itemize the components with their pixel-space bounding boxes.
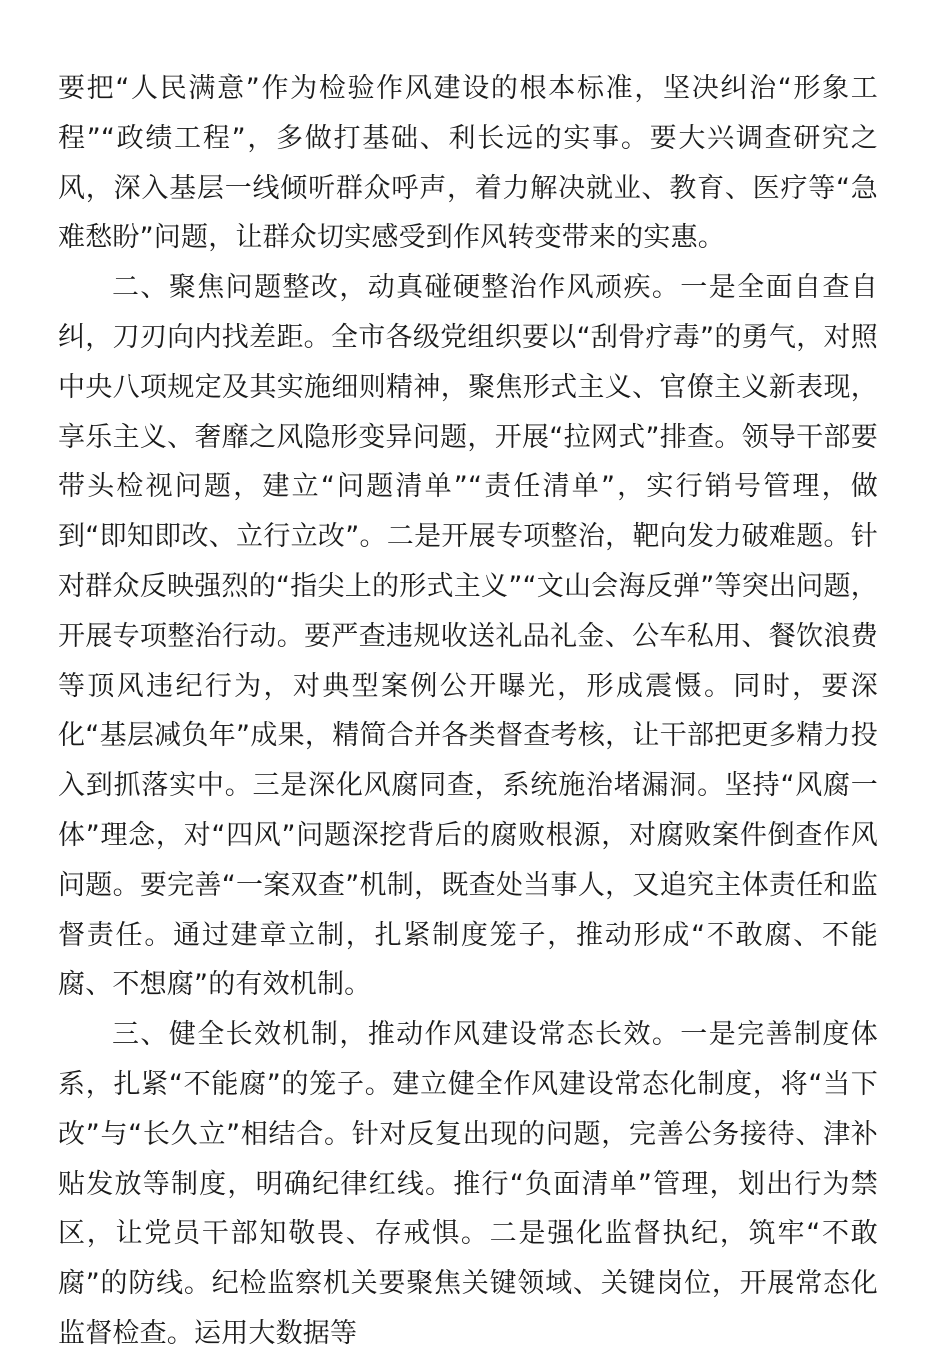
paragraph-3: 三、健全长效机制，推动作风建设常态长效。一是完善制度体系，扎紧“不能腐”的笼子。建立健全作风建设常态化制度，将“当下改”与“长久立”相结合。针对反复出现的问题，完善公务接待、津补贴发放等制度，明确纪律红线。推行“负面清单”管理，划出行为禁区，让党员干部知敬畏、存戒惧。二是强化监督执纪，筑牢“不敢腐”的防线。纪检监察机关要聚焦关键领域、关键岗位，开展常态化监督检查。运用大数据等: [58, 1019, 878, 1349]
document-body: [58, 64, 878, 1359]
paragraph-1: 要把“人民满意”作为检验作风建设的根本标准，坚决纠治“形象工程”“政绩工程”，多做打基础、利长远的实事。要大兴调查研究之风，深入基层一线倾听群众呼声，着力解决就业、教育、医疗等“急难愁盼”问题，让群众切实感受到作风转变带来的实惠。: [58, 73, 878, 254]
paragraph-2: 二、聚焦问题整改，动真碰硬整治作风顽疾。一是全面自查自纠，刀刃向内找差距。全市各级党组织要以“刮骨疗毒”的勇气，对照中央八项规定及其实施细则精神，聚焦形式主义、官僚主义新表现，享乐主义、奢靡之风隐形变异问题，开展“拉网式”排查。领导干部要带头检视问题，建立“问题清单”“责任清单”，实行销号管理，做到“即知即改、立行立改”。二是开展专项整治，靶向发力破难题。针对群众反映强烈的“指尖上的形式主义”“文山会海反弹”等突出问题，开展专项整治行动。要严查违规收送礼品礼金、公车私用、餐饮浪费等顶风违纪行为，对典型案例公开曝光，形成震慑。同时，要深化“基层减负年”成果，精简合并各类督查考核，让干部把更多精力投入到抓落实中。三是深化风腐同查，系统施治堵漏洞。坚持“风腐一体”理念，对“四风”问题深挖背后的腐败根源，对腐败案件倒查作风问题。要完善“一案双查”机制，既查处当事人，又追究主体责任和监督责任。通过建章立制，扎紧制度笼子，推动形成“不敢腐、不能腐、不想腐”的有效机制。: [58, 272, 878, 1001]
